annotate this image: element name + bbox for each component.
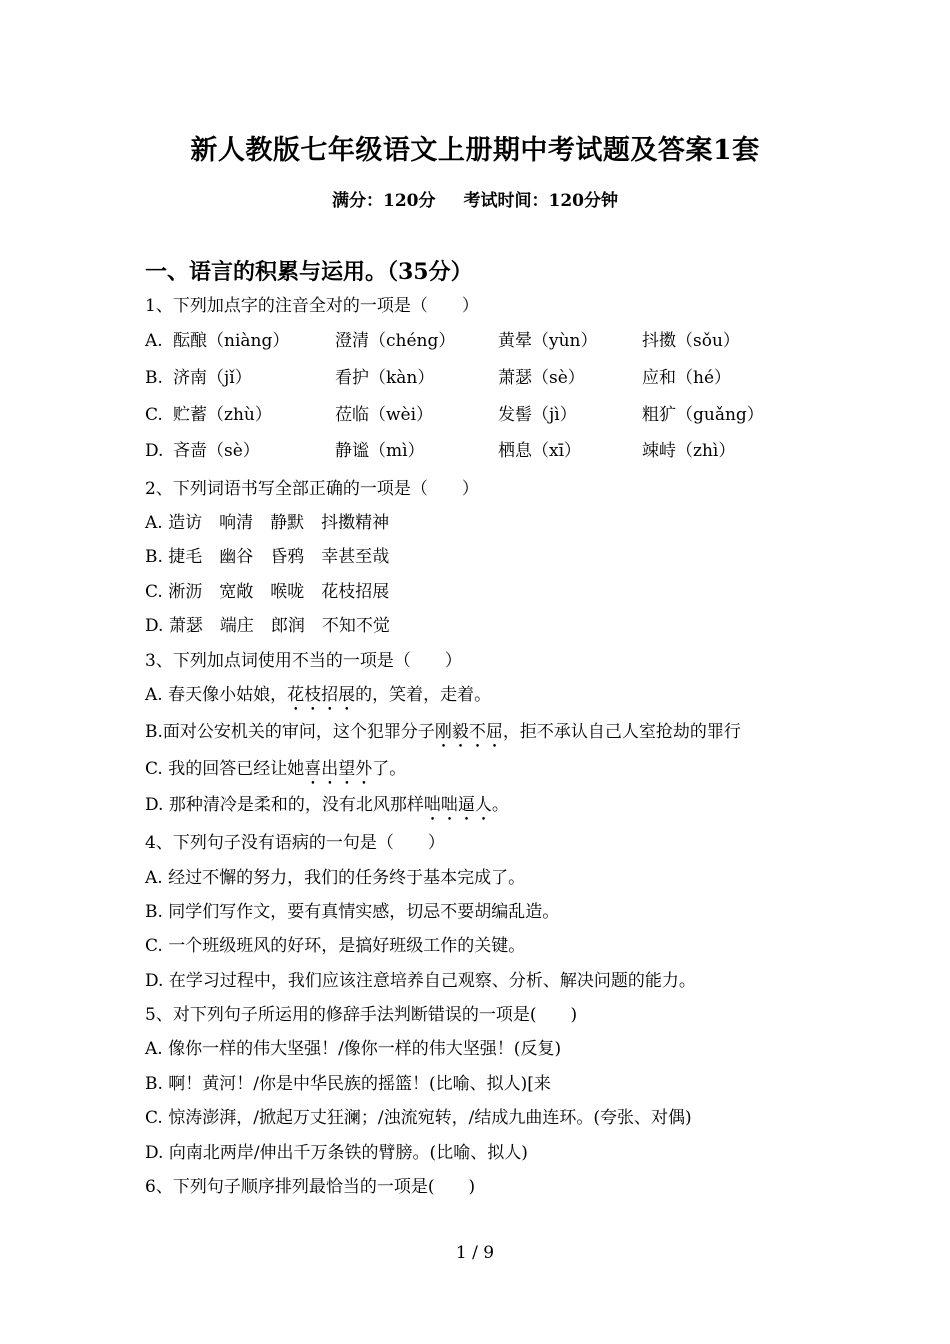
section-heading: 一、语言的积累与运用。（35分） — [145, 259, 473, 285]
option-text: ，拒不承认自己人室抢劫的罪行 — [502, 722, 741, 742]
question-3-option — [145, 683, 491, 715]
question-3-stem: 3、下列加点词使用不当的一项是（ ） — [145, 651, 462, 671]
pinyin-item: 莅临（wèi） — [335, 405, 434, 425]
option-text: B.面对公安机关的审问，这个犯罪分子 — [145, 722, 435, 742]
question-5-option: D. 向南北两岸/伸出千万条铁的臂膀。(比喻、拟人) — [145, 1143, 528, 1163]
question-5-option: C. 惊涛澎湃，/掀起万丈狂澜；/浊流宛转，/结成九曲连环。(夸张、对偶) — [145, 1108, 692, 1128]
question-1-stem: 1、下列加点字的注音全对的一项是（ ） — [145, 296, 479, 316]
question-6-stem: 6、下列句子顺序排列最恰当的一项是( ) — [145, 1177, 476, 1197]
option-text: 了。 — [372, 759, 407, 779]
option-label: A. — [145, 331, 163, 351]
pinyin-item: 抖擞（sǒu） — [642, 331, 740, 351]
pinyin-item: 澄清（chéng） — [335, 331, 456, 351]
option-label: C. — [145, 405, 163, 425]
question-4-option: D. 在学习过程中，我们应该注意培养自己观察、分析、解决问题的能力。 — [145, 971, 696, 991]
question-3-option — [145, 793, 509, 825]
pinyin-item: 看护（kàn） — [335, 368, 435, 388]
option-text: C. 我的回答已经让她 — [145, 759, 305, 779]
option-text: 的，笑着，走着。 — [355, 685, 492, 705]
question-4-option: B. 同学们写作文，要有真情实感，切忌不要胡编乱造。 — [145, 902, 560, 922]
full-score: 满分：120分 — [332, 191, 436, 211]
pinyin-item: 黄晕（yùn） — [498, 331, 598, 351]
question-2-stem: 2、下列词语书写全部正确的一项是（ ） — [145, 479, 479, 499]
question-5-option: B. 啊！黄河！/你是中华民族的摇篮！(比喻、拟人)[来 — [145, 1074, 551, 1094]
question-5-option: A. 像你一样的伟大坚强！/像你一样的伟大坚强！(反复) — [145, 1039, 562, 1059]
pinyin-item: 粗犷（guǎng） — [642, 405, 764, 425]
question-3-option — [145, 757, 406, 789]
question-4-option: C. 一个班级班风的好环，是搞好班级工作的关键。 — [145, 936, 526, 956]
option-label: B. — [145, 368, 163, 388]
pinyin-item: 发髻（jì） — [498, 405, 577, 425]
marked-phrase: 花枝招展 — [287, 685, 356, 705]
question-2-option: D. 萧瑟 端庄 郎润 不知不觉 — [145, 616, 390, 636]
option-text: A. 春天像小姑娘， — [145, 685, 288, 705]
pinyin-item: 吝啬（sè） — [173, 441, 260, 461]
question-5-stem: 5、对下列句子所运用的修辞手法判断错误的一项是( ) — [145, 1005, 578, 1025]
marked-phrase: 喜出望外 — [304, 759, 373, 779]
exam-time: 考试时间：120分钟 — [463, 191, 618, 211]
pinyin-item: 静谧（mì） — [335, 441, 425, 461]
option-text: 。 — [491, 795, 509, 815]
pinyin-item: 栖息（xī） — [498, 441, 582, 461]
pinyin-item: 应和（hé） — [642, 368, 732, 388]
question-4-option: A. 经过不懈的努力，我们的任务终于基本完成了。 — [145, 868, 526, 888]
question-4-stem: 4、下列句子没有语病的一句是（ ） — [145, 833, 445, 853]
marked-phrase: 刚毅不屈 — [434, 722, 503, 742]
question-2-option: B. 捷毛 幽谷 昏鸦 幸甚至哉 — [145, 547, 390, 567]
question-3-option — [145, 720, 741, 752]
pinyin-item: 济南（jǐ） — [173, 368, 252, 388]
pinyin-item: 萧瑟（sè） — [498, 368, 585, 388]
page-number: 1 / 9 — [455, 1243, 495, 1263]
question-2-option: C. 淅沥 宽敞 喉咙 花枝招展 — [145, 582, 390, 602]
marked-phrase: 咄咄逼人 — [423, 795, 492, 815]
pinyin-item: 贮蓄（zhù） — [173, 405, 272, 425]
pinyin-item: 酝酿（niàng） — [173, 331, 290, 351]
pinyin-item: 竦峙（zhì） — [642, 441, 736, 461]
option-text: D. 那种清冷是柔和的，没有北风那样 — [145, 795, 424, 815]
question-2-option: A. 造访 响清 静默 抖擞精神 — [145, 513, 390, 533]
page-title: 新人教版七年级语文上册期中考试题及答案1套 — [190, 135, 760, 166]
option-label: D. — [145, 441, 164, 461]
exam-info — [0, 186, 950, 211]
